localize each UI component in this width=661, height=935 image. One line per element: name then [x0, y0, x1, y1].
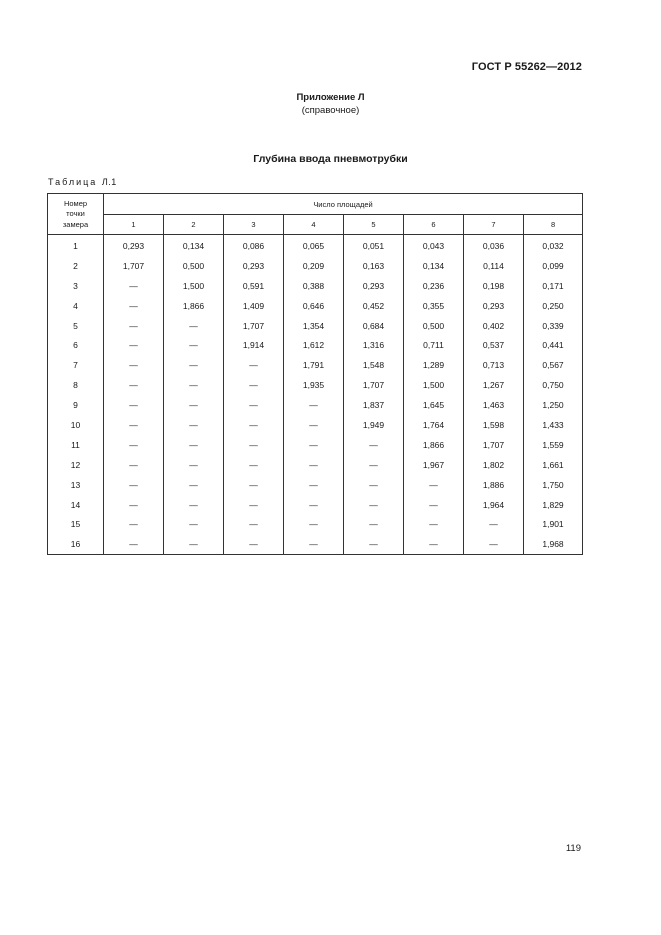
- value-cell: 1,316: [344, 335, 404, 355]
- value-cell: 1,354: [284, 316, 344, 336]
- table-row: [48, 256, 583, 276]
- value-cell: 0,171: [524, 276, 583, 296]
- value-cell: —: [404, 475, 464, 495]
- value-cell: 0,441: [524, 335, 583, 355]
- table-body: [48, 235, 583, 555]
- value-cell: 0,684: [344, 316, 404, 336]
- value-cell: —: [104, 395, 164, 415]
- value-cell: —: [224, 455, 284, 475]
- value-cell: 1,968: [524, 534, 583, 554]
- value-cell: —: [164, 375, 224, 395]
- value-cell: 0,567: [524, 355, 583, 375]
- value-cell: 1,837: [344, 395, 404, 415]
- value-cell: —: [404, 514, 464, 534]
- point-number-cell: 3: [48, 276, 104, 296]
- value-cell: 0,293: [464, 296, 524, 316]
- value-cell: 1,250: [524, 395, 583, 415]
- value-cell: 0,032: [524, 235, 583, 256]
- value-cell: 0,293: [224, 256, 284, 276]
- value-cell: —: [224, 435, 284, 455]
- value-cell: 1,802: [464, 455, 524, 475]
- value-cell: 0,114: [464, 256, 524, 276]
- value-cell: —: [284, 475, 344, 495]
- value-cell: 1,935: [284, 375, 344, 395]
- value-cell: 0,036: [464, 235, 524, 256]
- value-cell: —: [104, 276, 164, 296]
- value-cell: 1,764: [404, 415, 464, 435]
- value-cell: —: [224, 475, 284, 495]
- point-number-cell: 2: [48, 256, 104, 276]
- value-cell: 0,134: [404, 256, 464, 276]
- table-row: [48, 316, 583, 336]
- column-header: 4: [284, 215, 344, 235]
- table-row: [48, 375, 583, 395]
- value-cell: 0,646: [284, 296, 344, 316]
- value-cell: 0,750: [524, 375, 583, 395]
- value-cell: 1,409: [224, 296, 284, 316]
- value-cell: —: [284, 435, 344, 455]
- value-cell: 0,500: [164, 256, 224, 276]
- value-cell: 0,293: [344, 276, 404, 296]
- value-cell: —: [104, 375, 164, 395]
- value-cell: 1,866: [404, 435, 464, 455]
- value-cell: 1,612: [284, 335, 344, 355]
- appendix-title: Приложение Л: [296, 92, 365, 103]
- value-cell: —: [284, 395, 344, 415]
- value-cell: —: [464, 534, 524, 554]
- value-cell: 1,750: [524, 475, 583, 495]
- value-cell: —: [164, 415, 224, 435]
- group-header: Число площадей: [104, 194, 583, 215]
- value-cell: —: [284, 495, 344, 515]
- table-caption-word: Таблица: [48, 177, 98, 187]
- value-cell: 1,707: [464, 435, 524, 455]
- appendix-heading: [0, 91, 661, 117]
- value-cell: —: [104, 316, 164, 336]
- value-cell: 1,967: [404, 455, 464, 475]
- document-code: ГОСТ Р 55262—2012: [471, 61, 582, 73]
- point-number-cell: 9: [48, 395, 104, 415]
- value-cell: 1,901: [524, 514, 583, 534]
- value-cell: —: [224, 534, 284, 554]
- value-cell: —: [284, 415, 344, 435]
- value-cell: —: [164, 435, 224, 455]
- value-cell: 1,886: [464, 475, 524, 495]
- table-row: [48, 455, 583, 475]
- table-row: [48, 355, 583, 375]
- value-cell: —: [164, 395, 224, 415]
- point-number-cell: 11: [48, 435, 104, 455]
- value-cell: —: [404, 495, 464, 515]
- table-caption: [48, 177, 117, 187]
- table-row: [48, 335, 583, 355]
- value-cell: 0,065: [284, 235, 344, 256]
- value-cell: 0,402: [464, 316, 524, 336]
- point-number-cell: 8: [48, 375, 104, 395]
- point-number-cell: 10: [48, 415, 104, 435]
- table-row: [48, 435, 583, 455]
- value-cell: 0,236: [404, 276, 464, 296]
- corner-header-line3: замера: [62, 219, 89, 229]
- value-cell: 1,914: [224, 335, 284, 355]
- column-header: 2: [164, 215, 224, 235]
- value-cell: 1,791: [284, 355, 344, 375]
- value-cell: —: [104, 296, 164, 316]
- table-row: [48, 475, 583, 495]
- point-number-cell: 12: [48, 455, 104, 475]
- point-number-cell: 16: [48, 534, 104, 554]
- column-header: 3: [224, 215, 284, 235]
- value-cell: 0,293: [104, 235, 164, 256]
- value-cell: 1,433: [524, 415, 583, 435]
- table-header: [48, 194, 583, 235]
- value-cell: 0,163: [344, 256, 404, 276]
- page-number: 119: [565, 843, 581, 854]
- value-cell: 1,645: [404, 395, 464, 415]
- value-cell: 0,452: [344, 296, 404, 316]
- value-cell: —: [344, 495, 404, 515]
- value-cell: 0,591: [224, 276, 284, 296]
- value-cell: 1,500: [404, 375, 464, 395]
- value-cell: 0,537: [464, 335, 524, 355]
- value-cell: —: [104, 534, 164, 554]
- value-cell: —: [284, 534, 344, 554]
- value-cell: 0,355: [404, 296, 464, 316]
- value-cell: 1,707: [224, 316, 284, 336]
- appendix-subtitle: (справочное): [301, 105, 360, 116]
- value-cell: —: [164, 355, 224, 375]
- table-header-row-columns: [48, 215, 583, 235]
- point-number-cell: 15: [48, 514, 104, 534]
- value-cell: —: [104, 435, 164, 455]
- value-cell: —: [344, 514, 404, 534]
- document-title: Глубина ввода пневмотрубки: [253, 153, 408, 165]
- data-table: [47, 193, 583, 555]
- value-cell: —: [164, 455, 224, 475]
- value-cell: —: [104, 415, 164, 435]
- value-cell: 1,707: [344, 375, 404, 395]
- value-cell: —: [224, 415, 284, 435]
- value-cell: 1,866: [164, 296, 224, 316]
- value-cell: —: [104, 335, 164, 355]
- corner-header: [48, 194, 104, 235]
- column-header: 6: [404, 215, 464, 235]
- value-cell: —: [104, 455, 164, 475]
- value-cell: 1,964: [464, 495, 524, 515]
- value-cell: 0,134: [164, 235, 224, 256]
- corner-header-line2: точки: [66, 209, 85, 219]
- value-cell: 0,043: [404, 235, 464, 256]
- table-row: [48, 534, 583, 554]
- value-cell: —: [104, 514, 164, 534]
- point-number-cell: 5: [48, 316, 104, 336]
- value-cell: 1,267: [464, 375, 524, 395]
- table-row: [48, 296, 583, 316]
- value-cell: —: [164, 534, 224, 554]
- point-number-cell: 6: [48, 335, 104, 355]
- value-cell: —: [344, 534, 404, 554]
- value-cell: 1,598: [464, 415, 524, 435]
- value-cell: —: [404, 534, 464, 554]
- value-cell: —: [164, 514, 224, 534]
- value-cell: —: [104, 355, 164, 375]
- column-header: 5: [344, 215, 404, 235]
- table-header-row-group: [48, 194, 583, 215]
- value-cell: 1,559: [524, 435, 583, 455]
- value-cell: 1,289: [404, 355, 464, 375]
- value-cell: 0,198: [464, 276, 524, 296]
- value-cell: 0,711: [404, 335, 464, 355]
- table-row: [48, 514, 583, 534]
- value-cell: —: [344, 475, 404, 495]
- value-cell: 0,339: [524, 316, 583, 336]
- point-number-cell: 7: [48, 355, 104, 375]
- value-cell: 1,548: [344, 355, 404, 375]
- value-cell: 0,388: [284, 276, 344, 296]
- column-header: 8: [524, 215, 583, 235]
- table-row: [48, 495, 583, 515]
- value-cell: —: [284, 514, 344, 534]
- value-cell: 0,051: [344, 235, 404, 256]
- point-number-cell: 14: [48, 495, 104, 515]
- table-row: [48, 395, 583, 415]
- value-cell: —: [104, 495, 164, 515]
- value-cell: 1,463: [464, 395, 524, 415]
- value-cell: —: [164, 316, 224, 336]
- column-header: 1: [104, 215, 164, 235]
- value-cell: 1,949: [344, 415, 404, 435]
- table-caption-number: Л.1: [101, 177, 117, 187]
- table-row: [48, 235, 583, 256]
- value-cell: 1,707: [104, 256, 164, 276]
- value-cell: 1,829: [524, 495, 583, 515]
- value-cell: 0,099: [524, 256, 583, 276]
- value-cell: —: [224, 514, 284, 534]
- value-cell: —: [224, 355, 284, 375]
- table-row: [48, 415, 583, 435]
- value-cell: 0,086: [224, 235, 284, 256]
- point-number-cell: 4: [48, 296, 104, 316]
- table-row: [48, 276, 583, 296]
- point-number-cell: 13: [48, 475, 104, 495]
- value-cell: —: [344, 455, 404, 475]
- value-cell: —: [284, 455, 344, 475]
- value-cell: —: [224, 495, 284, 515]
- value-cell: 0,713: [464, 355, 524, 375]
- value-cell: —: [224, 395, 284, 415]
- value-cell: —: [344, 435, 404, 455]
- point-number-cell: 1: [48, 235, 104, 256]
- column-header: 7: [464, 215, 524, 235]
- value-cell: 0,209: [284, 256, 344, 276]
- value-cell: 1,661: [524, 455, 583, 475]
- value-cell: —: [224, 375, 284, 395]
- corner-header-line1: Номер: [63, 198, 88, 208]
- value-cell: —: [464, 514, 524, 534]
- value-cell: —: [164, 495, 224, 515]
- value-cell: 0,500: [404, 316, 464, 336]
- value-cell: 1,500: [164, 276, 224, 296]
- value-cell: —: [164, 335, 224, 355]
- value-cell: 0,250: [524, 296, 583, 316]
- value-cell: —: [104, 475, 164, 495]
- value-cell: —: [164, 475, 224, 495]
